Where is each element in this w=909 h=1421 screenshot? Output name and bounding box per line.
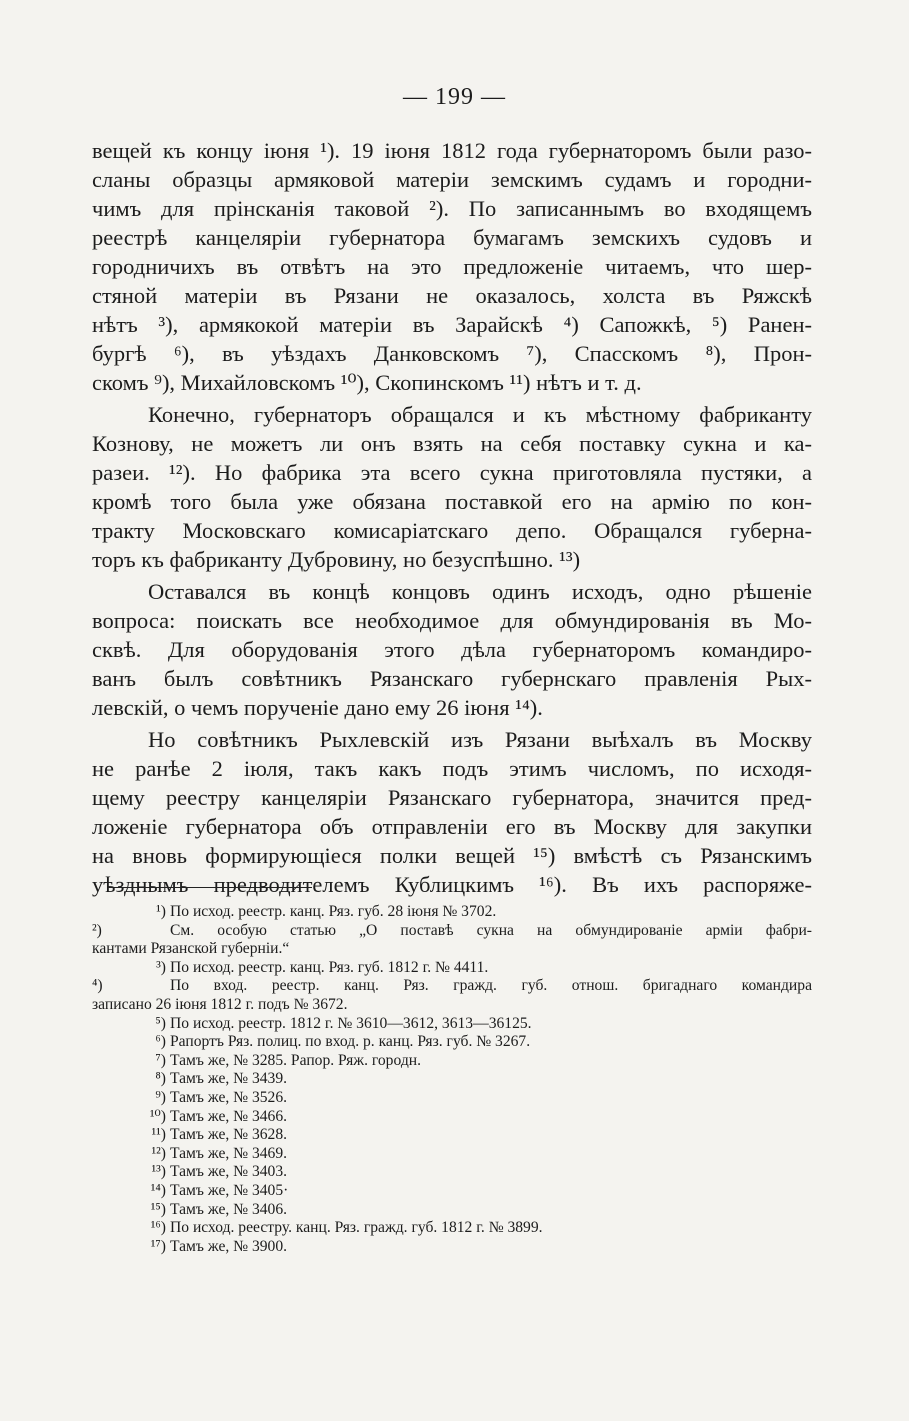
text-line: городничихъ въ отвѣтъ на это предложеніе читаемъ, что шер- <box>92 254 812 279</box>
text-line: Кознову, не можетъ ли онъ взять на себя поставку сукна и ка- <box>92 431 812 456</box>
footnote-number: ⁴) <box>92 977 103 995</box>
footnote-number: ¹) <box>156 903 166 920</box>
text-line: стяной матеріи въ Рязани не оказалось, холста въ Ряжскѣ <box>92 283 812 308</box>
text-line: Но совѣтникъ Рыхлевскій изъ Рязани выѣхалъ въ Москву <box>148 727 812 752</box>
text-line: тракту Московскаго комисаріатскаго депо. Обращался губерна- <box>92 518 812 543</box>
footnote-text: Тамъ же, № 3406. <box>170 1200 288 1218</box>
footnote-text: Тамъ же, № 3285. Рапор. Ряж. городн. <box>170 1051 422 1069</box>
text-line: левскій, о чемъ порученіе дано ему 26 іюня ¹⁴). <box>92 695 543 720</box>
footnote <box>92 1201 812 1220</box>
footnotes <box>92 903 812 1256</box>
footnote-number: ¹³) <box>151 1163 166 1181</box>
text-line: уѣзднымъ предводителемъ Кублицкимъ ¹⁶). Въ ихъ распоряже- <box>92 872 812 897</box>
footnote-number: ¹⁰) <box>149 1107 166 1125</box>
footnote-number: ¹⁷) <box>150 1237 166 1255</box>
footnote <box>92 1219 812 1238</box>
footnote <box>92 1108 812 1127</box>
text-line: Конечно, губернаторъ обращался и къ мѣстному фабриканту <box>148 402 812 427</box>
footnote <box>92 903 812 922</box>
footnote-text: Тамъ же, № 3469. <box>170 1144 288 1162</box>
footnote-text: Тамъ же, № 3403. <box>170 1163 288 1181</box>
footnote-text: По исход. реестр. 1812 г. № 3610—3612, 3613—36125. <box>170 1014 532 1032</box>
text-line: торъ къ фабриканту Дубровину, но безуспѣшно. ¹³) <box>92 547 581 572</box>
footnote <box>92 996 812 1015</box>
footnote-number: ⁹) <box>155 1088 166 1106</box>
footnote-number: ¹¹) <box>151 1126 166 1144</box>
footnote-number: ⁸) <box>155 1070 166 1088</box>
footnote <box>92 1238 812 1257</box>
footnote-number: ³) <box>156 958 166 976</box>
text-line: вещей къ концу іюня ¹). 19 іюня 1812 года губернаторомъ были разо- <box>92 138 812 163</box>
footnote-text: Тамъ же, № 3405· <box>170 1181 289 1199</box>
footnote-number: ⁷) <box>155 1051 166 1069</box>
footnote <box>92 1145 812 1164</box>
footnote <box>92 1070 812 1089</box>
footnote-number: ¹⁴) <box>150 1181 166 1199</box>
text-line: сквѣ. Для оборудованія этого дѣла губернаторомъ командиро- <box>92 637 812 662</box>
footnote <box>92 1015 812 1034</box>
footnote <box>92 922 812 941</box>
text-line: реестрѣ канцеляріи губернатора бумагамъ земскихъ судовъ и <box>92 225 812 250</box>
footnote <box>92 1052 812 1071</box>
footnote-text: По исход. реестру. канц. Ряз. гражд. губ. 1812 г. № 3899. <box>170 1219 543 1237</box>
footnote <box>92 1089 812 1108</box>
footnote-text: По исход. реестр. канц. Ряз. губ. 1812 г. № 4411. <box>170 958 489 976</box>
footnote <box>92 940 812 959</box>
footnote-number: ²) <box>92 921 102 939</box>
footnote-text: Тамъ же, № 3526. <box>170 1088 288 1106</box>
footnote-number: ¹⁵) <box>150 1200 166 1218</box>
text-line: на вновь формирующіеся полки вещей ¹⁵) вмѣстѣ съ Рязанскимъ <box>92 843 812 868</box>
footnote-text: Тамъ же, № 3466. <box>170 1107 288 1125</box>
text-line: щему реестру канцеляріи Рязанскаго губернатора, значится пред- <box>92 785 812 810</box>
text-line: Оставался въ концѣ концовъ одинъ исходъ, одно рѣшеніе <box>148 579 812 604</box>
footnote-text: Тамъ же, № 3439. <box>170 1070 288 1088</box>
footnote-text: кантами Рязанской губерніи.“ <box>92 940 290 958</box>
footnote <box>92 1163 812 1182</box>
footnote-separator <box>108 887 312 888</box>
footnote <box>92 1182 812 1201</box>
text-line: сланы образцы армяковой матеріи земскимъ судамъ и городни- <box>92 167 812 192</box>
text-line: вопроса: поискать все необходимое для обмундированія въ Мо- <box>92 608 812 633</box>
footnote <box>92 1033 812 1052</box>
footnote-text: Тамъ же, № 3900. <box>170 1237 288 1255</box>
text-line: скомъ ⁹), Михайловскомъ ¹⁰), Скопинскомъ ¹¹) нѣтъ и т. д. <box>92 370 642 395</box>
footnote <box>92 977 812 996</box>
footnote-number: ¹²) <box>151 1144 166 1162</box>
text-line: ложеніе губернатора объ отправленіи его въ Москву для закупки <box>92 814 812 839</box>
footnote-text: По исход. реестр. канц. Ряз. губ. 28 іюня № 3702. <box>170 903 497 920</box>
footnote-number: ¹⁶) <box>150 1219 166 1237</box>
text-line: разеи. ¹²). Но фабрика эта всего сукна приготовляла пустяки, а <box>92 460 812 485</box>
text-line: бургѣ ⁶), въ уѣздахъ Данковскомъ ⁷), Спасскомъ ⁸), Прон- <box>92 341 812 366</box>
footnote-text: Тамъ же, № 3628. <box>170 1126 288 1144</box>
footnote-number: ⁶) <box>155 1033 166 1051</box>
footnote-text: По вход. реестр. канц. Ряз. гражд. губ. отнош. бригаднаго командира <box>170 977 812 995</box>
footnote-text: записано 26 іюня 1812 г. подъ № 3672. <box>92 995 348 1013</box>
body-text <box>92 136 812 899</box>
footnote <box>92 1126 812 1145</box>
footnote-text: См. особую статью „О поставѣ сукна на обмундированіе арміи фабри- <box>170 921 812 939</box>
text-line: не ранѣе 2 іюля, такъ какъ подъ этимъ числомъ, по исходя- <box>92 756 812 781</box>
footnote-text: Рапортъ Ряз. полиц. по вход. р. канц. Ряз. губ. № 3267. <box>170 1033 531 1051</box>
footnote-number: ⁵) <box>155 1014 166 1032</box>
text-line: ванъ былъ совѣтникъ Рязанскаго губернскаго правленія Рых- <box>92 666 812 691</box>
footnote <box>92 959 812 978</box>
text-line: нѣтъ ³), армякокой матеріи въ Зарайскѣ ⁴) Сапожкѣ, ⁵) Ранен- <box>92 312 812 337</box>
page-number: — 199 — <box>403 84 506 110</box>
text-line: чимъ для прінсканія таковой ²). По записаннымъ во входящемъ <box>92 196 812 221</box>
text-line: кромѣ того была уже обязана поставкой его на армію по кон- <box>92 489 812 514</box>
